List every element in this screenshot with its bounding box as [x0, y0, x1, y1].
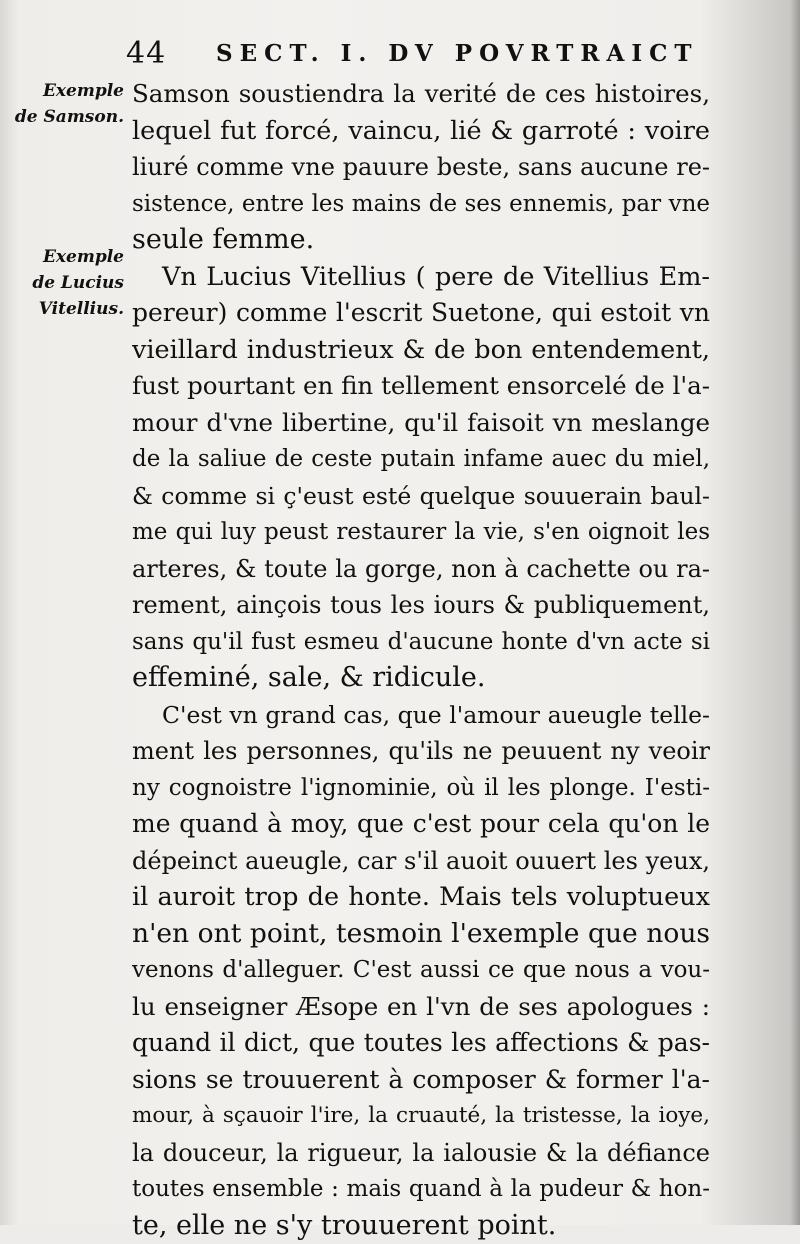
text-line: dépeinct aueugle, car s'il auoit ouuert les yeux,: [132, 843, 710, 880]
text-line: liuré comme vne pauure beste, sans aucune re-: [132, 149, 710, 186]
text-line: sistence, entre les mains de ses ennemis, par vne: [132, 186, 710, 223]
running-header: [126, 36, 746, 76]
text-line: seule femme.: [132, 222, 710, 259]
running-title: SECT. I. DV POVRTRAICT: [216, 40, 699, 67]
margin-note-vitellius: [6, 244, 124, 322]
text-line: mour, à sçauoir l'ire, la cruauté, la tristesse, la ioye,: [132, 1098, 710, 1135]
body-text: [132, 76, 710, 1244]
text-line: mour d'vne libertine, qu'il faisoit vn meslange: [132, 405, 710, 442]
text-line: vieillard industrieux & de bon entendement,: [132, 332, 710, 369]
text-line: lequel fut forcé, vaincu, lié & garroté : voire: [132, 113, 710, 150]
text-line: effeminé, sale, & ridicule.: [132, 660, 710, 697]
text-line: lu enseigner Æsope en l'vn de ses apologues :: [132, 989, 710, 1026]
text-line: me qui luy peust restaurer la vie, s'en oignoit les: [132, 514, 710, 551]
text-line: te, elle ne s'y trouuerent point.: [132, 1208, 710, 1244]
margin-note-line: Exemple: [6, 78, 124, 104]
text-line: rement, ainçois tous les iours & publiquement,: [132, 587, 710, 624]
margin-note-line: de Samson.: [6, 104, 124, 130]
margin-note-line: de Lucius: [6, 270, 124, 296]
text-line: arteres, & toute la gorge, non à cachette ou ra-: [132, 551, 710, 588]
text-line: il auroit trop de honte. Mais tels voluptueux: [132, 879, 710, 916]
text-line: la douceur, la rigueur, la ialousie & la défiance: [132, 1135, 710, 1172]
margin-note-line: Exemple: [6, 244, 124, 270]
text-line: me quand à moy, que c'est pour cela qu'on le: [132, 806, 710, 843]
text-line: venons d'alleguer. C'est aussi ce que nous a vou-: [132, 952, 710, 989]
text-line: Vn Lucius Vitellius ( pere de Vitellius Em-: [132, 259, 710, 296]
text-line: de la saliue de ceste putain infame auec du miel,: [132, 441, 710, 478]
text-line: Samson soustiendra la verité de ces histoires,: [132, 76, 710, 113]
margin-note-samson: [6, 78, 124, 130]
text-line: ny cognoistre l'ignominie, où il les plonge. I'esti-: [132, 770, 710, 807]
text-line: quand il dict, que toutes les affections & pas-: [132, 1025, 710, 1062]
text-line: toutes ensemble : mais quand à la pudeur & hon-: [132, 1171, 710, 1208]
text-line: sions se trouuerent à composer & former l'a-: [132, 1062, 710, 1099]
text-line: n'en ont point, tesmoin l'exemple que nous: [132, 916, 710, 953]
text-line: C'est vn grand cas, que l'amour aueugle telle-: [132, 697, 710, 734]
text-line: sans qu'il fust esmeu d'aucune honte d'vn acte si: [132, 624, 710, 661]
margin-note-line: Vitellius.: [6, 296, 124, 322]
text-line: fust pourtant en fin tellement ensorcelé de l'a-: [132, 368, 710, 405]
text-line: & comme si ç'eust esté quelque souuerain baul-: [132, 478, 710, 515]
text-line: pereur) comme l'escrit Suetone, qui estoit vn: [132, 295, 710, 332]
page-number: 44: [126, 36, 166, 71]
text-line: ment les personnes, qu'ils ne peuuent ny veoir: [132, 733, 710, 770]
